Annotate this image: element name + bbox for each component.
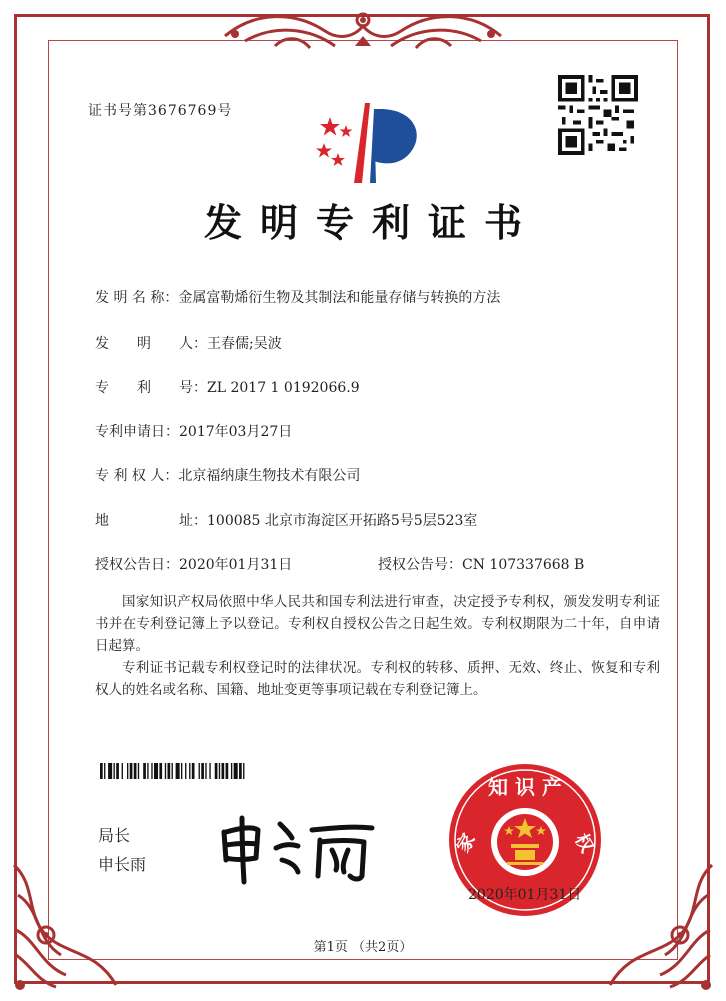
certificate-body: [95, 591, 660, 701]
bottom-right-ornament: [600, 855, 720, 995]
inventor-label: 发 明 人：: [95, 336, 207, 352]
field-grant-number: [378, 554, 584, 574]
invention-name-value: 金属富勒烯衍生物及其制法和能量存储与转换的方法: [178, 290, 501, 306]
patent-number-label: 专 利 号：: [95, 380, 207, 396]
seal-text-left: 家: [452, 830, 480, 857]
patent-office-logo-icon: [310, 95, 430, 195]
body-paragraph-1: 国家知识产权局依照中华人民共和国专利法进行审查，决定授予专利权，颁发发明专利证书并在专利登记簿上予以登记。专利权自授权公告之日起生效。专利权期限为二十年，自申请日起算。: [95, 594, 660, 654]
field-application-date: [95, 421, 292, 441]
field-patentee: [95, 465, 360, 485]
application-date-value: 2017年03月27日: [179, 424, 293, 440]
inventor-value: 王春儒;吴波: [207, 336, 282, 352]
invention-name-label: 发 明 名 称：: [95, 290, 179, 306]
grant-date-label: 授权公告日：: [95, 557, 179, 573]
grant-number-label: 授权公告号：: [378, 557, 462, 573]
grant-date-value: 2020年01月31日: [179, 557, 293, 573]
address-value: 100085 北京市海淀区开拓路5号5层523室: [207, 513, 478, 529]
qr-code-icon: [558, 75, 638, 155]
certificate-number: 证书号第3676769号: [88, 103, 233, 119]
field-address: [95, 510, 477, 530]
signatory-title: 局长: [98, 826, 131, 845]
certificate-title: 发明专利证书: [203, 200, 540, 245]
top-ornament: [215, 6, 511, 58]
application-date-label: 专利申请日：: [95, 424, 179, 440]
patent-number-value: ZL 2017 1 0192066.9: [207, 380, 360, 396]
seal-text-right: 权: [570, 830, 598, 857]
barcode-icon: [100, 763, 340, 779]
body-paragraph-2: 专利证书记载专利权登记时的法律状况。专利权的转移、质押、无效、终止、恢复和专利权人的姓名或名称、国籍、地址变更等事项记载在专利登记簿上。: [95, 660, 660, 698]
grant-number-value: CN 107337668 B: [462, 557, 585, 573]
seal-text-top: 知 识 产: [488, 775, 562, 799]
handwritten-signature: [212, 810, 382, 885]
patentee-label: 专 利 权 人：: [95, 468, 179, 484]
field-grant-date: [95, 554, 292, 574]
bottom-left-ornament: [6, 855, 126, 995]
address-label: 地 址：: [95, 513, 207, 529]
signatory-name: 申长雨: [98, 855, 147, 874]
field-inventor: [95, 333, 282, 353]
seal-date: 2020年01月31日: [468, 887, 582, 903]
patentee-value: 北京福纳康生物技术有限公司: [178, 468, 361, 484]
field-patent-number: [95, 377, 360, 397]
page-footer: 第1页 （共2页）: [313, 940, 413, 955]
field-invention-name: [95, 287, 500, 307]
